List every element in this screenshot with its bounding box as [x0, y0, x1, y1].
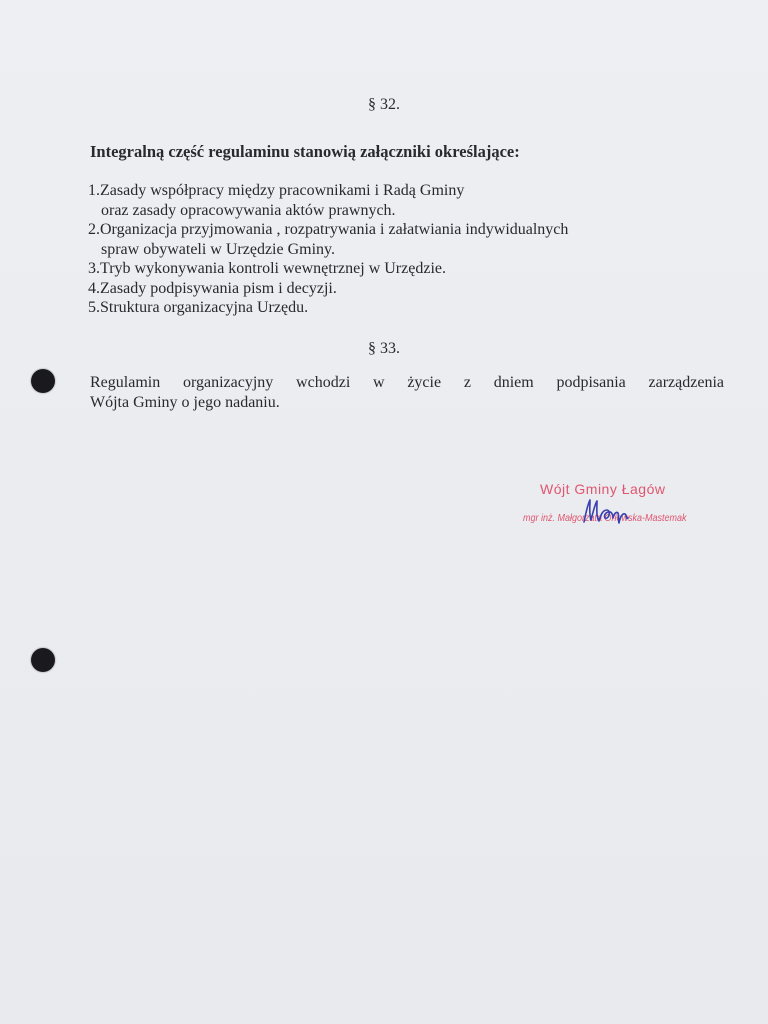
section-33-body — [90, 373, 724, 413]
attachments-heading: Integralną część regulaminu stanowią załączniki określające: — [90, 142, 520, 161]
stamp-title: Wójt Gminy Łagów — [540, 481, 666, 497]
body-line: Wójta Gminy o jego nadaniu. — [90, 394, 280, 411]
list-item-line: 2.Organizacja przyjmowania , rozpatrywania i załatwiania indywidualnych — [88, 221, 569, 238]
stamp-name: mgr inż. Małgorzata Orłowska-Mastemak — [523, 513, 687, 524]
handwritten-signature — [580, 496, 632, 526]
list-item — [88, 259, 568, 279]
list-item-continuation: oraz zasady opracowywania aktów prawnych. — [101, 201, 396, 219]
attachments-list — [88, 181, 568, 318]
body-line: Regulamin organizacyjny wchodzi w życie z dniem podpisania zarządzenia — [90, 374, 724, 391]
list-item — [88, 279, 568, 299]
list-item — [88, 181, 568, 220]
punch-hole-top — [31, 369, 55, 393]
list-item-line: 1.Zasady współpracy między pracownikami i Radą Gminy — [88, 182, 465, 199]
list-item-line: 4.Zasady podpisywania pism i decyzji. — [88, 279, 337, 297]
list-item-line: 5.Struktura organizacyjna Urzędu. — [88, 299, 309, 316]
official-stamp — [510, 478, 710, 538]
list-item — [88, 298, 568, 318]
punch-hole-bottom — [31, 648, 55, 672]
section-33-heading: § 33. — [368, 340, 400, 357]
list-item-line: 3.Tryb wykonywania kontroli wewnętrznej w Urzędzie. — [88, 260, 446, 277]
list-item — [88, 220, 568, 259]
list-item-continuation: spraw obywateli w Urzędzie Gminy. — [101, 240, 335, 258]
section-32-heading: § 32. — [368, 96, 400, 113]
